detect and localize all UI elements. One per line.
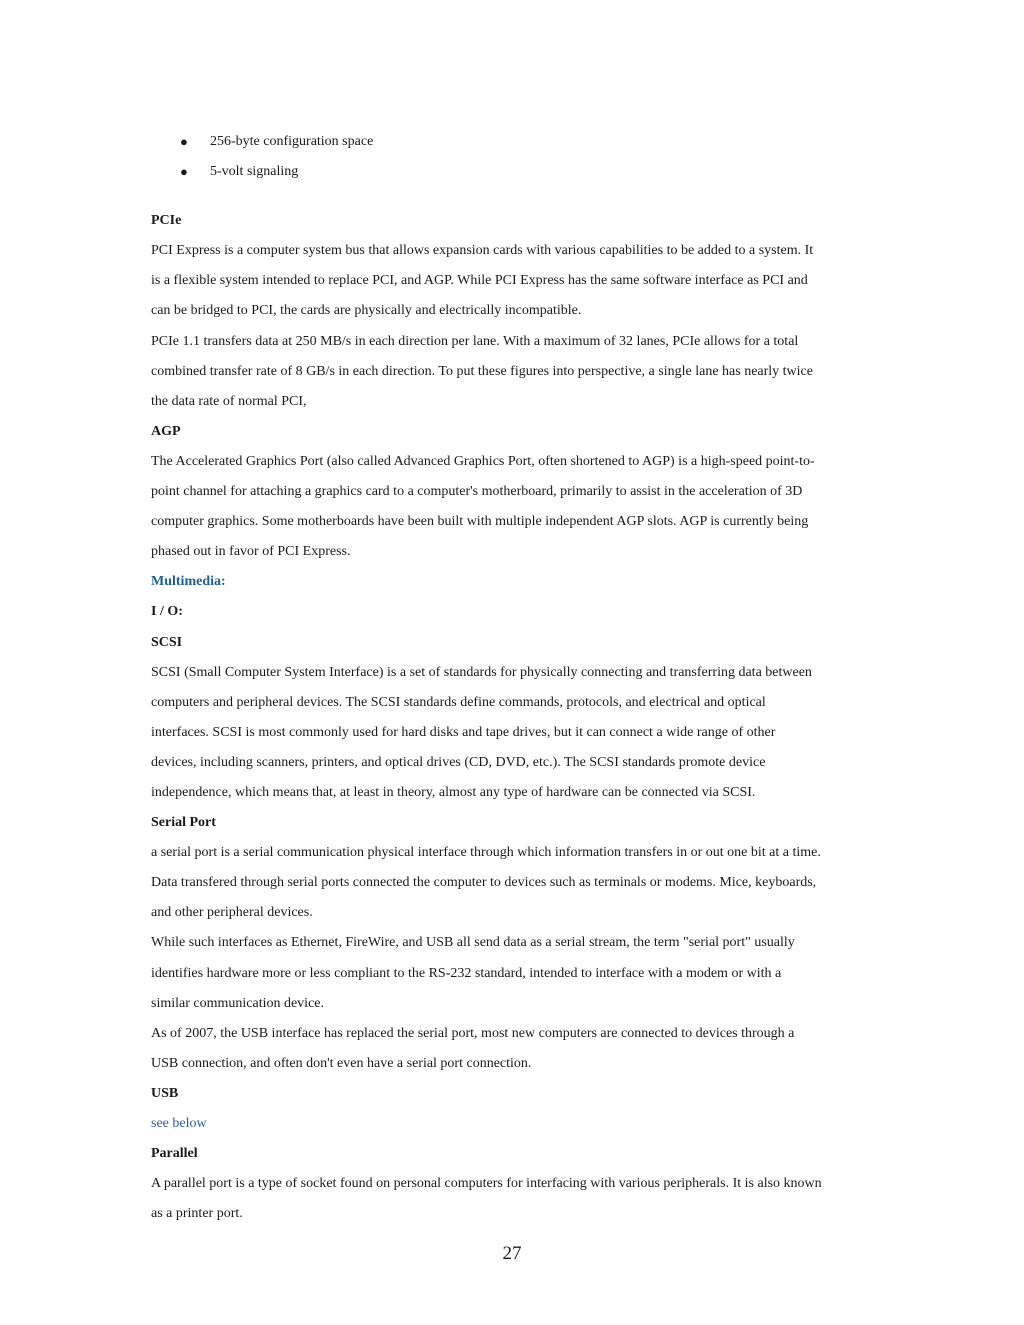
text-line: the data rate of normal PCI, [151,393,307,409]
text-line: as a printer port. [151,1206,243,1222]
text-line: devices, including scanners, printers, and optical drives (CD, DVD, etc.). The SCSI standards promote device [151,754,766,770]
text-line: As of 2007, the USB interface has replaced the serial port, most new computers are connected to devices through a [151,1025,795,1041]
text-line: point channel for attaching a graphics card to a computer's motherboard, primarily to assist in the acceleration of 3D [151,484,803,500]
text-line: A parallel port is a type of socket found on personal computers for interfacing with various peripherals. It is also known [151,1176,822,1192]
section-heading-agp: AGP [151,423,181,439]
text-line: can be bridged to PCI, the cards are physically and electrically incompatible. [151,303,582,319]
text-line: computer graphics. Some motherboards have been built with multiple independent AGP slots. AGP is currently being [151,514,809,530]
text-line: While such interfaces as Ethernet, FireWire, and USB all send data as a serial stream, the term "serial port" usually [151,935,795,951]
bullet-list [151,127,875,187]
paragraph-serial-2 [151,928,875,1018]
bullet-icon: ● [180,164,188,180]
text-line: similar communication device. [151,995,325,1011]
bullet-item [151,157,875,187]
text-line: Data transfered through serial ports connected the computer to devices such as terminals or modems. Mice, keyboards, [151,875,817,891]
text-line: identifies hardware more or less compliant to the RS-232 standard, intended to interface with a modem or with a [151,965,782,981]
paragraph-serial-3 [151,1019,875,1079]
page-content [151,127,875,1229]
text-line: The Accelerated Graphics Port (also called Advanced Graphics Port, often shortened to AGP) is a high-speed point-to- [151,453,815,469]
text-line: PCI Express is a computer system bus that allows expansion cards with various capabilities to be added to a system. It [151,243,814,259]
text-line: PCIe 1.1 transfers data at 250 MB/s in each direction per lane. With a maximum of 32 lanes, PCIe allows for a total [151,333,799,349]
section-heading-multimedia: Multimedia: [151,574,226,590]
paragraph-pcie-1 [151,236,875,326]
section-heading-usb: USB [151,1085,179,1101]
bullet-icon: ● [180,134,188,149]
section-heading-parallel: Parallel [151,1146,198,1162]
text-line: interfaces. SCSI is most commonly used for hard disks and tape drives, but it can connect a wide range of other [151,724,776,740]
text-line: is a flexible system intended to replace PCI, and AGP. While PCI Express has the same software interface as PCI and [151,273,808,289]
text-line: phased out in favor of PCI Express. [151,544,351,560]
bullet-item [151,127,875,157]
bullet-text: 256-byte configuration space [210,134,374,149]
text-line: USB connection, and often don't even have a serial port connection. [151,1055,532,1071]
text-line: computers and peripheral devices. The SCSI standards define commands, protocols, and electrical and optical [151,694,766,710]
paragraph-scsi-1 [151,658,875,808]
paragraph-serial-1 [151,838,875,928]
bullet-text: 5-volt signaling [210,164,299,180]
text-line: a serial port is a serial communication physical interface through which information transfers in or out one bit at a time. [151,845,821,861]
text-line: combined transfer rate of 8 GB/s in each direction. To put these figures into perspective, a single lane has nearly twice [151,363,813,379]
see-below-link[interactable]: see below [151,1116,207,1131]
text-line: SCSI (Small Computer System Interface) is a set of standards for physically connecting and transferring data between [151,664,812,680]
text-line: and other peripheral devices. [151,905,313,921]
section-heading-io: I / O: [151,604,183,620]
section-heading-serial-port: Serial Port [151,815,216,831]
page-number: 27 [502,1243,522,1264]
paragraph-parallel-1 [151,1169,875,1229]
paragraph-pcie-2 [151,327,875,417]
text-line: independence, which means that, at least in theory, almost any type of hardware can be connected via SCSI. [151,784,756,800]
paragraph-agp-1 [151,447,875,567]
section-heading-pcie: PCIe [151,213,182,229]
section-heading-scsi: SCSI [151,634,183,650]
